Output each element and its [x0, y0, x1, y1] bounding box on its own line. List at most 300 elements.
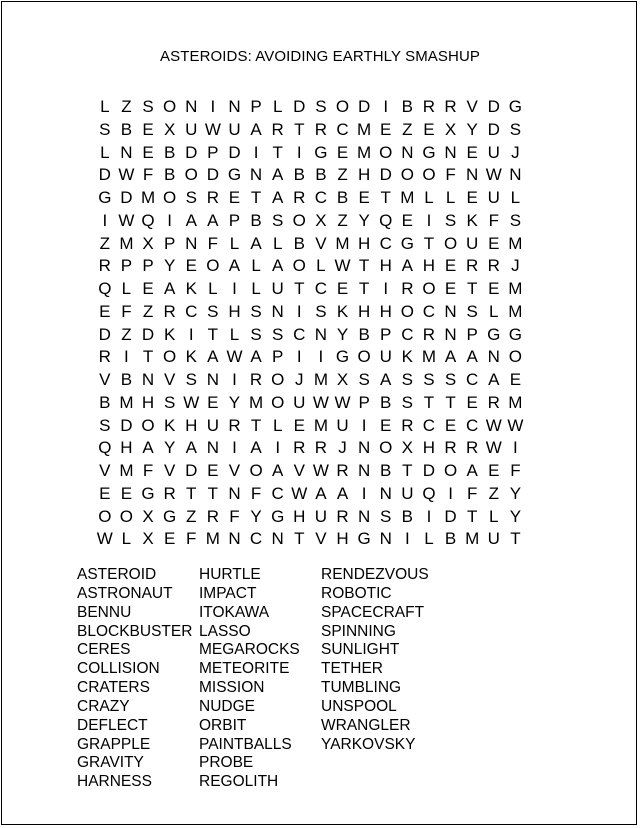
- grid-letter[interactable]: B: [315, 165, 327, 185]
- grid-letter[interactable]: F: [510, 461, 521, 480]
- grid-letter[interactable]: A: [207, 210, 219, 230]
- grid-letter[interactable]: K: [185, 347, 197, 367]
- grid-letter[interactable]: X: [142, 233, 154, 253]
- grid-letter[interactable]: W: [485, 165, 502, 185]
- grid-letter[interactable]: I: [232, 370, 237, 389]
- grid-letter[interactable]: E: [142, 279, 154, 298]
- grid-letter[interactable]: S: [250, 301, 262, 321]
- grid-letter[interactable]: D: [228, 142, 241, 162]
- grid-letter[interactable]: Q: [98, 279, 112, 298]
- grid-letter[interactable]: S: [272, 324, 284, 344]
- grid-letter[interactable]: I: [383, 97, 389, 116]
- grid-letter[interactable]: M: [508, 392, 523, 412]
- grid-letter[interactable]: N: [271, 529, 284, 549]
- grid-letter[interactable]: G: [98, 188, 112, 207]
- grid-letter[interactable]: E: [444, 415, 457, 435]
- grid-letter[interactable]: E: [444, 256, 457, 276]
- grid-letter[interactable]: M: [508, 279, 523, 298]
- grid-letter[interactable]: D: [422, 461, 436, 480]
- grid-letter[interactable]: A: [488, 370, 500, 389]
- grid-letter[interactable]: M: [400, 188, 415, 207]
- grid-letter[interactable]: R: [487, 256, 500, 276]
- grid-letter[interactable]: A: [250, 438, 262, 458]
- grid-letter[interactable]: O: [163, 188, 177, 207]
- grid-letter[interactable]: N: [185, 233, 198, 253]
- grid-letter[interactable]: G: [422, 142, 436, 162]
- grid-letter[interactable]: N: [509, 165, 522, 185]
- grid-letter[interactable]: U: [487, 529, 500, 549]
- grid-letter[interactable]: P: [272, 347, 284, 367]
- grid-letter[interactable]: M: [248, 392, 264, 412]
- grid-letter[interactable]: X: [401, 438, 413, 458]
- grid-letter[interactable]: H: [336, 529, 349, 549]
- grid-letter[interactable]: C: [466, 370, 479, 389]
- grid-letter[interactable]: E: [488, 233, 500, 253]
- grid-letter[interactable]: U: [487, 188, 500, 207]
- grid-letter[interactable]: V: [163, 370, 176, 389]
- grid-letter[interactable]: O: [163, 97, 177, 116]
- grid-letter[interactable]: R: [293, 438, 306, 458]
- grid-letter[interactable]: I: [361, 415, 367, 435]
- grid-letter[interactable]: X: [142, 529, 154, 549]
- grid-letter[interactable]: C: [185, 301, 198, 321]
- grid-letter[interactable]: M: [357, 142, 372, 162]
- grid-letter[interactable]: O: [422, 165, 436, 185]
- grid-letter[interactable]: R: [206, 188, 219, 207]
- grid-letter[interactable]: W: [334, 256, 351, 276]
- grid-letter[interactable]: X: [444, 119, 457, 139]
- grid-letter[interactable]: R: [444, 97, 457, 116]
- grid-letter[interactable]: O: [292, 256, 306, 276]
- grid-letter[interactable]: E: [444, 279, 457, 298]
- grid-letter[interactable]: G: [508, 97, 522, 116]
- grid-letter[interactable]: M: [313, 370, 328, 389]
- grid-letter[interactable]: F: [466, 483, 478, 503]
- grid-letter[interactable]: U: [228, 119, 241, 139]
- grid-letter[interactable]: Y: [466, 119, 478, 139]
- grid-letter[interactable]: A: [336, 483, 349, 503]
- grid-letter[interactable]: V: [466, 97, 478, 116]
- grid-letter[interactable]: C: [293, 324, 306, 344]
- grid-letter[interactable]: R: [163, 483, 176, 503]
- grid-letter[interactable]: W: [226, 347, 243, 367]
- grid-letter[interactable]: B: [444, 529, 457, 549]
- grid-letter[interactable]: O: [98, 506, 112, 526]
- grid-letter[interactable]: M: [313, 415, 328, 435]
- grid-letter[interactable]: T: [466, 506, 478, 526]
- grid-letter[interactable]: T: [142, 347, 154, 367]
- grid-letter[interactable]: M: [421, 347, 437, 367]
- grid-letter[interactable]: F: [121, 301, 132, 321]
- grid-letter[interactable]: B: [99, 392, 111, 412]
- grid-letter[interactable]: N: [379, 529, 392, 549]
- grid-letter[interactable]: C: [401, 324, 414, 344]
- grid-letter[interactable]: I: [296, 142, 302, 162]
- grid-letter[interactable]: E: [423, 119, 435, 139]
- grid-letter[interactable]: N: [228, 97, 241, 116]
- grid-letter[interactable]: R: [422, 324, 436, 344]
- grid-letter[interactable]: U: [401, 483, 414, 503]
- grid-letter[interactable]: A: [272, 188, 284, 207]
- grid-letter[interactable]: G: [141, 483, 155, 503]
- grid-letter[interactable]: N: [206, 370, 219, 389]
- grid-letter[interactable]: N: [357, 506, 371, 526]
- grid-letter[interactable]: L: [251, 279, 261, 298]
- grid-letter[interactable]: X: [315, 210, 327, 230]
- grid-letter[interactable]: E: [207, 392, 219, 412]
- grid-letter[interactable]: C: [249, 529, 263, 549]
- grid-letter[interactable]: D: [120, 415, 133, 435]
- grid-letter[interactable]: O: [443, 233, 458, 253]
- grid-letter[interactable]: F: [488, 210, 499, 230]
- grid-letter[interactable]: H: [379, 256, 392, 276]
- grid-letter[interactable]: P: [142, 256, 154, 276]
- grid-letter[interactable]: T: [294, 119, 305, 139]
- grid-letter[interactable]: R: [228, 415, 241, 435]
- grid-letter[interactable]: M: [119, 461, 134, 480]
- grid-letter[interactable]: M: [205, 529, 220, 549]
- grid-letter[interactable]: S: [401, 370, 413, 389]
- grid-letter[interactable]: Y: [358, 210, 370, 230]
- grid-letter[interactable]: F: [142, 461, 154, 480]
- grid-letter[interactable]: G: [357, 529, 371, 549]
- grid-letter[interactable]: L: [208, 279, 218, 298]
- grid-letter[interactable]: T: [445, 392, 456, 412]
- grid-letter[interactable]: Z: [488, 483, 499, 503]
- grid-letter[interactable]: V: [315, 529, 327, 549]
- grid-letter[interactable]: I: [296, 347, 302, 367]
- grid-letter[interactable]: A: [466, 461, 478, 480]
- grid-letter[interactable]: W: [96, 529, 113, 549]
- grid-letter[interactable]: C: [466, 415, 479, 435]
- grid-letter[interactable]: A: [207, 347, 219, 367]
- grid-letter[interactable]: S: [358, 370, 370, 389]
- grid-letter[interactable]: D: [444, 506, 457, 526]
- grid-letter[interactable]: H: [422, 256, 436, 276]
- grid-letter[interactable]: Q: [141, 210, 155, 230]
- grid-letter[interactable]: G: [271, 506, 285, 526]
- grid-letter[interactable]: S: [315, 97, 327, 116]
- grid-letter[interactable]: A: [401, 256, 413, 276]
- grid-letter[interactable]: A: [142, 438, 154, 458]
- grid-letter[interactable]: R: [163, 301, 176, 321]
- grid-letter[interactable]: B: [358, 324, 370, 344]
- grid-letter[interactable]: H: [357, 301, 371, 321]
- grid-letter[interactable]: U: [185, 119, 198, 139]
- grid-letter[interactable]: I: [426, 506, 432, 526]
- grid-letter[interactable]: N: [444, 142, 457, 162]
- grid-letter[interactable]: E: [142, 142, 154, 162]
- grid-letter[interactable]: S: [466, 301, 478, 321]
- grid-letter[interactable]: O: [357, 347, 371, 367]
- grid-letter[interactable]: R: [271, 119, 284, 139]
- grid-letter[interactable]: U: [293, 392, 306, 412]
- grid-letter[interactable]: L: [424, 188, 434, 207]
- grid-letter[interactable]: L: [445, 188, 456, 207]
- grid-letter[interactable]: L: [251, 256, 261, 276]
- grid-letter[interactable]: S: [315, 301, 327, 321]
- grid-letter[interactable]: B: [401, 97, 413, 116]
- grid-letter[interactable]: A: [272, 256, 284, 276]
- grid-letter[interactable]: L: [100, 142, 110, 162]
- grid-letter[interactable]: O: [271, 392, 285, 412]
- grid-letter[interactable]: Z: [99, 233, 110, 253]
- grid-letter[interactable]: A: [315, 483, 327, 503]
- grid-letter[interactable]: B: [380, 461, 392, 480]
- grid-letter[interactable]: I: [361, 483, 367, 503]
- grid-letter[interactable]: B: [250, 210, 262, 230]
- grid-letter[interactable]: J: [295, 370, 304, 389]
- grid-letter[interactable]: U: [487, 142, 500, 162]
- grid-letter[interactable]: I: [513, 438, 518, 458]
- grid-letter[interactable]: A: [250, 233, 262, 253]
- grid-letter[interactable]: U: [314, 506, 328, 526]
- grid-letter[interactable]: C: [314, 188, 328, 207]
- grid-letter[interactable]: D: [185, 461, 198, 480]
- grid-letter[interactable]: B: [163, 142, 176, 162]
- grid-letter[interactable]: O: [271, 370, 285, 389]
- grid-letter[interactable]: E: [207, 461, 219, 480]
- grid-letter[interactable]: E: [488, 279, 500, 298]
- grid-letter[interactable]: W: [204, 119, 221, 139]
- grid-letter[interactable]: Y: [336, 324, 349, 344]
- grid-letter[interactable]: E: [380, 119, 392, 139]
- grid-letter[interactable]: F: [142, 165, 154, 185]
- grid-letter[interactable]: L: [121, 529, 132, 549]
- grid-letter[interactable]: R: [466, 438, 479, 458]
- grid-letter[interactable]: N: [206, 438, 219, 458]
- grid-letter[interactable]: N: [314, 324, 328, 344]
- grid-letter[interactable]: E: [509, 370, 522, 389]
- grid-letter[interactable]: J: [511, 256, 520, 276]
- grid-letter[interactable]: R: [314, 438, 328, 458]
- grid-letter[interactable]: D: [206, 165, 219, 185]
- grid-letter[interactable]: D: [379, 165, 392, 185]
- grid-letter[interactable]: V: [99, 370, 111, 389]
- grid-letter[interactable]: Z: [121, 324, 132, 344]
- grid-letter[interactable]: T: [207, 324, 219, 344]
- grid-letter[interactable]: X: [163, 119, 176, 139]
- grid-letter[interactable]: L: [100, 97, 110, 116]
- grid-letter[interactable]: I: [404, 529, 410, 549]
- grid-letter[interactable]: C: [271, 483, 284, 503]
- grid-letter[interactable]: T: [186, 483, 197, 503]
- grid-letter[interactable]: Z: [337, 165, 348, 185]
- grid-letter[interactable]: E: [228, 188, 241, 207]
- grid-letter[interactable]: O: [400, 301, 414, 321]
- grid-letter[interactable]: R: [444, 438, 457, 458]
- grid-letter[interactable]: G: [335, 347, 350, 367]
- grid-letter[interactable]: H: [357, 233, 371, 253]
- grid-letter[interactable]: U: [379, 347, 392, 367]
- grid-letter[interactable]: L: [272, 233, 283, 253]
- grid-letter[interactable]: P: [358, 392, 370, 412]
- grid-letter[interactable]: L: [489, 506, 499, 526]
- grid-letter[interactable]: S: [99, 119, 111, 139]
- grid-letter[interactable]: C: [422, 301, 436, 321]
- grid-letter[interactable]: H: [185, 415, 198, 435]
- grid-letter[interactable]: I: [232, 279, 237, 298]
- grid-letter[interactable]: R: [466, 256, 479, 276]
- grid-letter[interactable]: E: [488, 461, 500, 480]
- grid-letter[interactable]: N: [466, 165, 479, 185]
- grid-letter[interactable]: N: [487, 347, 500, 367]
- grid-letter[interactable]: T: [294, 279, 305, 298]
- grid-letter[interactable]: S: [99, 415, 111, 435]
- grid-letter[interactable]: T: [294, 529, 305, 549]
- grid-letter[interactable]: P: [207, 142, 219, 162]
- grid-letter[interactable]: F: [445, 165, 456, 185]
- grid-letter[interactable]: S: [444, 370, 457, 389]
- grid-letter[interactable]: L: [121, 279, 132, 298]
- grid-letter[interactable]: N: [271, 301, 284, 321]
- grid-letter[interactable]: I: [275, 438, 281, 458]
- grid-letter[interactable]: B: [293, 165, 305, 185]
- grid-letter[interactable]: I: [188, 324, 194, 344]
- grid-letter[interactable]: K: [466, 210, 478, 230]
- grid-letter[interactable]: F: [186, 529, 197, 549]
- grid-letter[interactable]: F: [207, 233, 219, 253]
- grid-letter[interactable]: P: [380, 324, 392, 344]
- grid-letter[interactable]: Y: [228, 392, 241, 412]
- grid-letter[interactable]: E: [99, 301, 111, 321]
- grid-letter[interactable]: D: [141, 324, 155, 344]
- grid-letter[interactable]: S: [163, 392, 176, 412]
- grid-letter[interactable]: D: [120, 188, 133, 207]
- grid-letter[interactable]: B: [120, 119, 133, 139]
- grid-letter[interactable]: B: [163, 165, 176, 185]
- grid-letter[interactable]: I: [296, 301, 302, 321]
- grid-letter[interactable]: L: [424, 529, 434, 549]
- grid-letter[interactable]: H: [120, 438, 133, 458]
- grid-letter[interactable]: E: [466, 392, 478, 412]
- grid-letter[interactable]: N: [357, 438, 371, 458]
- grid-letter[interactable]: L: [272, 415, 283, 435]
- grid-letter[interactable]: I: [124, 347, 129, 367]
- grid-letter[interactable]: T: [250, 415, 262, 435]
- grid-letter[interactable]: L: [272, 97, 283, 116]
- grid-letter[interactable]: J: [338, 438, 347, 458]
- grid-letter[interactable]: Y: [250, 506, 262, 526]
- grid-letter[interactable]: W: [485, 438, 502, 458]
- grid-letter[interactable]: O: [379, 438, 393, 458]
- grid-letter[interactable]: S: [272, 210, 284, 230]
- grid-letter[interactable]: R: [206, 506, 219, 526]
- grid-letter[interactable]: E: [163, 529, 176, 549]
- grid-letter[interactable]: W: [183, 392, 200, 412]
- grid-letter[interactable]: B: [380, 392, 392, 412]
- grid-letter[interactable]: R: [422, 97, 436, 116]
- grid-letter[interactable]: A: [444, 347, 457, 367]
- grid-letter[interactable]: N: [379, 483, 392, 503]
- grid-letter[interactable]: R: [401, 415, 414, 435]
- grid-letter[interactable]: O: [422, 279, 436, 298]
- grid-letter[interactable]: L: [316, 256, 326, 276]
- grid-letter[interactable]: M: [508, 301, 523, 321]
- grid-letter[interactable]: O: [206, 256, 220, 276]
- grid-letter[interactable]: S: [423, 370, 435, 389]
- grid-letter[interactable]: S: [509, 210, 522, 230]
- grid-letter[interactable]: A: [185, 438, 197, 458]
- grid-letter[interactable]: T: [402, 461, 413, 480]
- grid-letter[interactable]: C: [379, 233, 392, 253]
- grid-letter[interactable]: M: [508, 233, 523, 253]
- grid-letter[interactable]: E: [336, 279, 349, 298]
- grid-letter[interactable]: T: [207, 483, 219, 503]
- grid-letter[interactable]: Y: [163, 256, 176, 276]
- grid-letter[interactable]: P: [228, 210, 241, 230]
- grid-letter[interactable]: A: [250, 347, 262, 367]
- grid-letter[interactable]: D: [293, 97, 306, 116]
- grid-letter[interactable]: L: [489, 301, 499, 321]
- grid-letter[interactable]: D: [98, 324, 111, 344]
- grid-letter[interactable]: E: [120, 483, 133, 503]
- grid-letter[interactable]: M: [140, 188, 156, 207]
- grid-letter[interactable]: A: [272, 165, 284, 185]
- grid-letter[interactable]: Q: [422, 483, 436, 503]
- grid-letter[interactable]: L: [510, 188, 521, 207]
- grid-letter[interactable]: T: [250, 188, 262, 207]
- grid-letter[interactable]: E: [466, 188, 478, 207]
- grid-letter[interactable]: E: [358, 188, 370, 207]
- grid-letter[interactable]: Y: [509, 506, 522, 526]
- grid-letter[interactable]: G: [487, 324, 501, 344]
- grid-letter[interactable]: B: [336, 188, 349, 207]
- grid-letter[interactable]: H: [228, 301, 241, 321]
- grid-letter[interactable]: N: [444, 301, 457, 321]
- grid-letter[interactable]: T: [423, 392, 435, 412]
- grid-letter[interactable]: B: [120, 370, 133, 389]
- grid-letter[interactable]: C: [314, 279, 328, 298]
- grid-letter[interactable]: Z: [121, 97, 132, 116]
- grid-letter[interactable]: C: [422, 415, 436, 435]
- grid-letter[interactable]: E: [401, 210, 413, 230]
- grid-letter[interactable]: M: [335, 233, 350, 253]
- grid-letter[interactable]: E: [380, 415, 392, 435]
- grid-letter[interactable]: A: [272, 461, 284, 480]
- grid-letter[interactable]: W: [291, 483, 308, 503]
- grid-letter[interactable]: W: [312, 392, 329, 412]
- grid-letter[interactable]: N: [120, 142, 133, 162]
- grid-letter[interactable]: O: [184, 165, 198, 185]
- grid-letter[interactable]: I: [167, 210, 172, 230]
- grid-letter[interactable]: O: [400, 165, 414, 185]
- grid-letter[interactable]: J: [511, 142, 520, 162]
- grid-letter[interactable]: O: [335, 97, 350, 116]
- grid-letter[interactable]: N: [357, 461, 371, 480]
- grid-letter[interactable]: T: [510, 529, 521, 549]
- grid-letter[interactable]: T: [380, 188, 391, 207]
- grid-letter[interactable]: A: [185, 210, 197, 230]
- grid-letter[interactable]: K: [163, 324, 176, 344]
- grid-letter[interactable]: G: [163, 506, 177, 526]
- grid-letter[interactable]: H: [293, 506, 306, 526]
- grid-letter[interactable]: Z: [337, 210, 348, 230]
- grid-letter[interactable]: N: [401, 142, 414, 162]
- grid-letter[interactable]: G: [400, 233, 414, 253]
- grid-letter[interactable]: S: [207, 301, 219, 321]
- grid-letter[interactable]: R: [336, 506, 349, 526]
- grid-letter[interactable]: O: [508, 347, 522, 367]
- grid-letter[interactable]: P: [250, 97, 262, 116]
- grid-letter[interactable]: Q: [98, 438, 112, 458]
- grid-letter[interactable]: A: [466, 347, 478, 367]
- grid-letter[interactable]: T: [466, 279, 478, 298]
- grid-letter[interactable]: V: [228, 461, 241, 480]
- grid-letter[interactable]: I: [232, 438, 237, 458]
- grid-letter[interactable]: O: [292, 210, 306, 230]
- grid-letter[interactable]: K: [185, 279, 197, 298]
